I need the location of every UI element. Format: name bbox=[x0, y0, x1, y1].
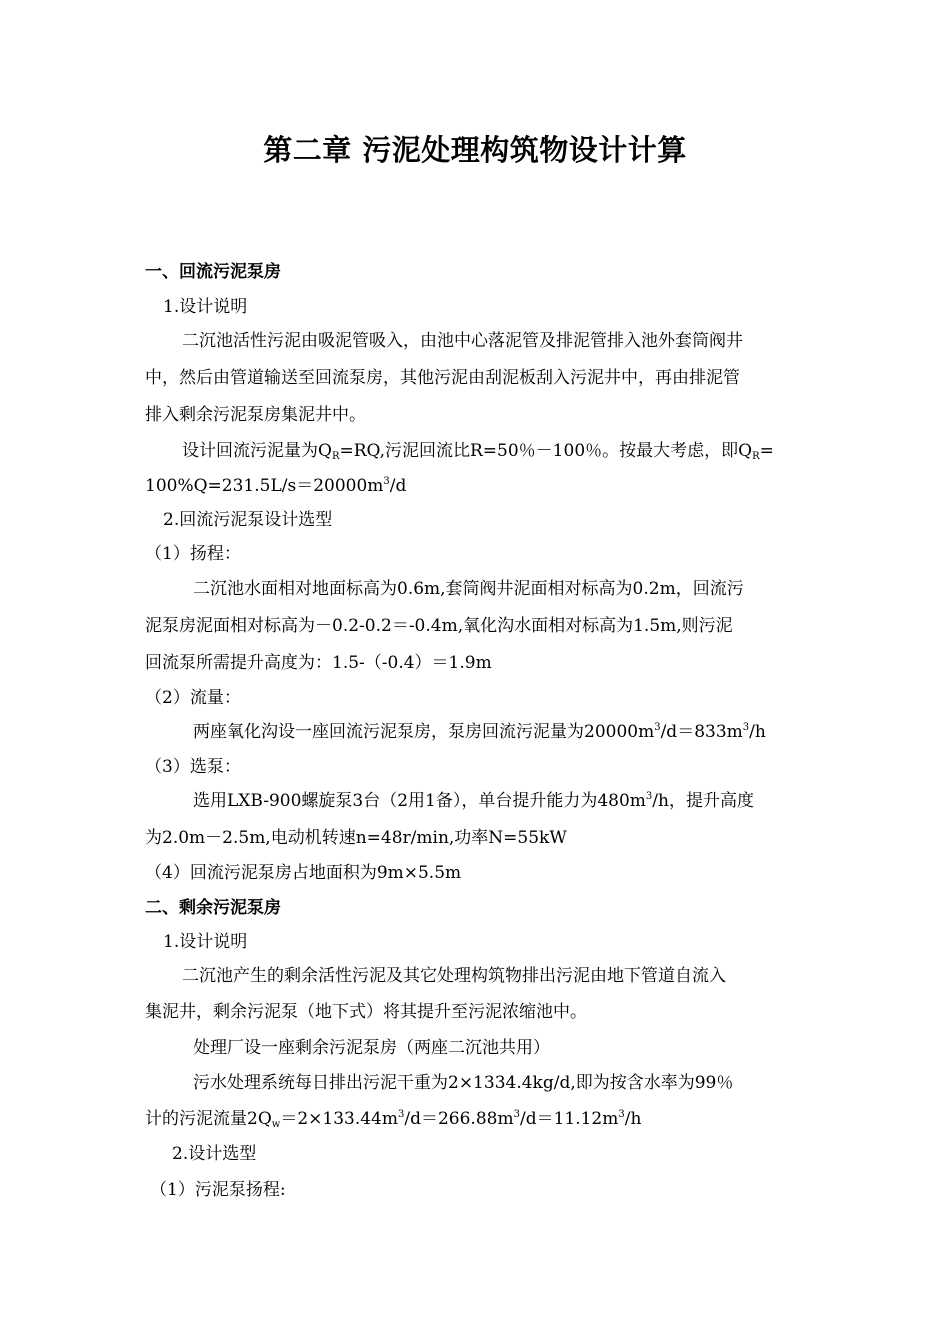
text-span: 100%Q=231.5L/s＝20000m bbox=[145, 476, 384, 496]
section-heading-excess-sludge-pump-house: 二、剩余污泥泵房 bbox=[145, 898, 281, 918]
paragraph-line-return-flow bbox=[182, 439, 774, 463]
text-span: = bbox=[759, 441, 774, 461]
superscript: 3 bbox=[383, 476, 390, 487]
text-span: =RQ,污泥回流比R=50％－100％。按最大考虑，即Q bbox=[339, 441, 753, 461]
paragraph-line: 泥泵房泥面相对标高为－0.2-0.2＝-0.4m,氧化沟水面相对标高为1.5m,则污泥 bbox=[145, 616, 733, 636]
item-pump-choice: （3）选泵： bbox=[145, 757, 241, 777]
subheading-design-selection: 2.设计选型 bbox=[172, 1144, 257, 1164]
subheading-design-notes-2: 1.设计说明 bbox=[163, 932, 248, 952]
superscript: 3 bbox=[742, 722, 750, 733]
paragraph-line: 排入剩余污泥泵房集泥井中。 bbox=[145, 405, 366, 425]
text-span: /d＝833m bbox=[660, 722, 743, 742]
superscript: 3 bbox=[398, 1109, 405, 1120]
item-sludge-pump-head: （1）污泥泵扬程: bbox=[150, 1180, 286, 1200]
paragraph-line: 二沉池产生的剩余活性污泥及其它处理构筑物排出污泥由地下管道自流入 bbox=[182, 966, 726, 986]
subscript: R bbox=[331, 451, 340, 462]
text-span: 计的污泥流量2Q bbox=[145, 1109, 272, 1129]
text-span: 设计回流污泥量为Q bbox=[182, 441, 332, 461]
text-span: 选用LXB-900螺旋泵3台（2用1备），单台提升能力为480m bbox=[193, 791, 646, 811]
superscript: 3 bbox=[645, 791, 653, 802]
section-heading-return-sludge-pump-house: 一、回流污泥泵房 bbox=[145, 262, 281, 282]
paragraph-line bbox=[193, 720, 766, 744]
paragraph-line bbox=[145, 474, 406, 498]
subscript: R bbox=[752, 451, 760, 462]
paragraph-line: 污水处理系统每日排出污泥干重为2×1334.4kg/d,即为按含水率为99％ bbox=[193, 1073, 734, 1093]
paragraph-line: 处理厂设一座剩余污泥泵房（两座二沉池共用） bbox=[193, 1038, 550, 1058]
text-span: /d＝266.88m bbox=[404, 1109, 514, 1129]
superscript: 3 bbox=[513, 1109, 520, 1120]
subheading-design-notes-1: 1.设计说明 bbox=[163, 297, 248, 317]
text-span: /h bbox=[749, 722, 766, 742]
text-span: /h bbox=[624, 1109, 642, 1129]
text-span: /d＝11.12m bbox=[519, 1109, 619, 1129]
chapter-title: 第二章 污泥处理构筑物设计计算 bbox=[263, 133, 687, 167]
paragraph-line: 集泥井，剩余污泥泵（地下式）将其提升至污泥浓缩池中。 bbox=[145, 1002, 587, 1022]
paragraph-line bbox=[193, 789, 754, 813]
item-flow: （2）流量： bbox=[145, 688, 241, 708]
paragraph-line: 二沉池水面相对地面标高为0.6m,套筒阀井泥面相对标高为0.2m，回流污 bbox=[193, 579, 744, 599]
paragraph-line: 回流泵所需提升高度为：1.5-（-0.4）＝1.9m bbox=[145, 653, 492, 673]
subheading-pump-selection: 2.回流污泥泵设计选型 bbox=[163, 510, 333, 530]
text-span: 两座氧化沟设一座回流污泥泵房，泵房回流污泥量为20000m bbox=[193, 722, 655, 742]
item-floor-area: （4）回流污泥泵房占地面积为9m×5.5m bbox=[145, 863, 462, 883]
item-head-lift: （1）扬程： bbox=[145, 544, 241, 564]
paragraph-line: 为2.0m－2.5m,电动机转速n=48r/min,功率N=55kW bbox=[145, 828, 567, 848]
paragraph-line: 二沉池活性污泥由吸泥管吸入，由池中心落泥管及排泥管排入池外套筒阀井 bbox=[182, 331, 743, 351]
paragraph-line: 中，然后由管道输送至回流泵房，其他污泥由刮泥板刮入污泥井中，再由排泥管 bbox=[145, 368, 740, 388]
text-span: /d bbox=[389, 476, 407, 496]
superscript: 3 bbox=[618, 1109, 625, 1120]
text-span: /h，提升高度 bbox=[652, 791, 754, 811]
paragraph-line bbox=[145, 1107, 641, 1131]
superscript: 3 bbox=[654, 722, 661, 733]
text-span: ＝2×133.44m bbox=[280, 1109, 398, 1129]
subscript: w bbox=[271, 1119, 281, 1130]
